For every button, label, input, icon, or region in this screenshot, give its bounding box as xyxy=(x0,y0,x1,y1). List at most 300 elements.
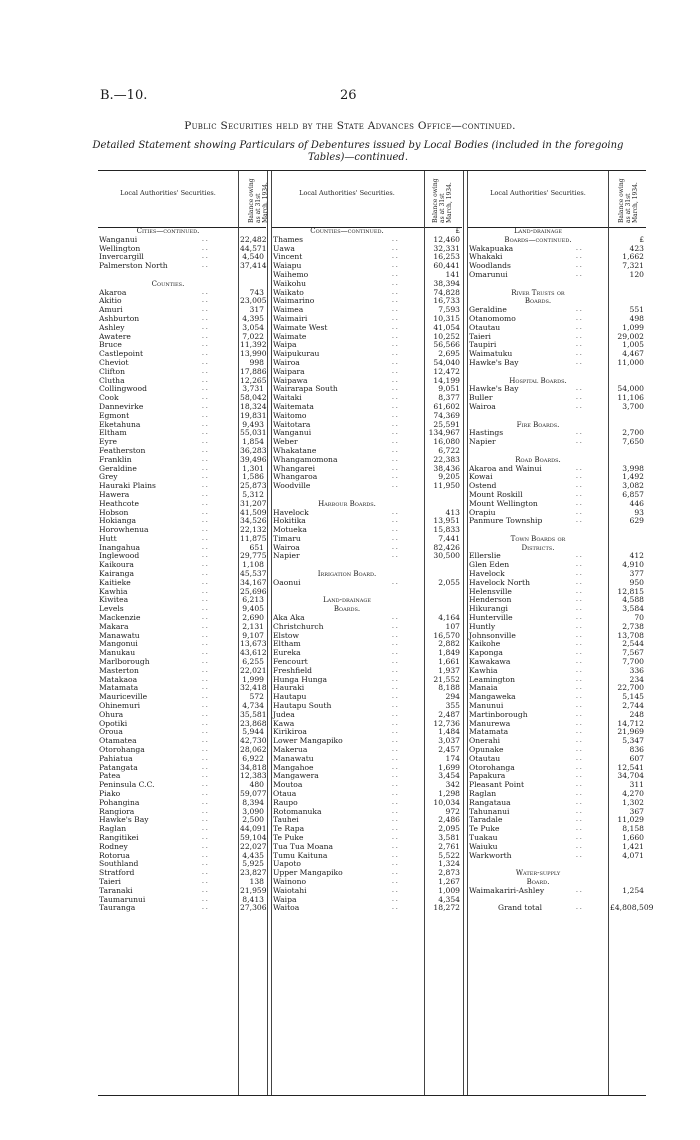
leader-dots: . . xyxy=(576,614,582,622)
balance-value: 1,849 xyxy=(438,648,460,658)
leader-dots: . . xyxy=(576,649,582,657)
leader-dots: . . xyxy=(202,570,208,578)
balance-value: 1,484 xyxy=(438,727,460,737)
debentures-table xyxy=(98,170,654,1096)
balance-value: 2,873 xyxy=(438,868,460,878)
leader-dots: . . xyxy=(202,798,208,806)
leader-dots: . . xyxy=(576,728,582,736)
leader-dots: . . xyxy=(392,675,398,683)
leader-dots: . . xyxy=(202,746,208,754)
security-name: Uawa xyxy=(273,243,295,253)
column-header xyxy=(98,171,269,228)
balance-value: 58,042 xyxy=(240,393,267,403)
leader-dots: . . xyxy=(202,578,208,586)
balance-value: 107 xyxy=(445,621,460,631)
leader-dots: . . xyxy=(576,253,582,261)
leader-dots: . . xyxy=(202,737,208,745)
security-name: Marlborough xyxy=(99,657,150,667)
rows-col-2 xyxy=(272,227,462,913)
balance-value: 4,435 xyxy=(242,850,264,860)
balance-value: 1,660 xyxy=(622,832,644,842)
security-name: Martinborough xyxy=(469,709,528,719)
balance-value: 3,082 xyxy=(622,481,644,491)
security-name: Inangahua xyxy=(99,542,141,552)
balance-value: 2,500 xyxy=(242,815,264,825)
spacer-row xyxy=(468,280,646,289)
leader-dots: . . xyxy=(202,842,208,850)
balance-value: 3,731 xyxy=(242,384,264,394)
balance-value: 23,827 xyxy=(240,868,267,878)
security-name: Mount Wellington xyxy=(469,498,538,508)
leader-dots: . . xyxy=(576,596,582,604)
balance-value: 22,383 xyxy=(433,454,460,464)
leader-dots: . . xyxy=(392,860,398,868)
security-name: Thames xyxy=(273,234,304,244)
balance-value: 16,253 xyxy=(433,252,460,262)
leader-dots: . . xyxy=(202,455,208,463)
balance-value: 41,054 xyxy=(433,322,460,332)
leader-dots: . . xyxy=(202,631,208,639)
rows-col-3 xyxy=(468,227,654,913)
security-name: Rotomanuka xyxy=(273,806,322,816)
balance-value: 7,567 xyxy=(622,648,644,658)
leader-dots: . . xyxy=(392,438,398,446)
leader-dots: . . xyxy=(576,710,582,718)
security-name: Ostend xyxy=(469,481,497,491)
balance-value: 41,509 xyxy=(240,507,267,517)
security-name: Wanganui xyxy=(99,234,138,244)
balance-value: 950 xyxy=(629,577,644,587)
balance-value: 413 xyxy=(445,507,460,517)
security-name: Waipa xyxy=(273,340,297,350)
balance-value: 3,037 xyxy=(438,736,460,746)
table-row xyxy=(98,465,266,474)
section-heading-label: Districts. xyxy=(521,543,555,552)
balance-value: 39,496 xyxy=(240,454,267,464)
section-heading-label: Cities—continued. xyxy=(136,227,200,235)
security-name: Mangonui xyxy=(99,639,138,649)
leader-dots: . . xyxy=(392,376,398,384)
security-name: Egmont xyxy=(99,410,130,420)
balance-value: 7,650 xyxy=(622,437,644,447)
security-name: Wairarapa South xyxy=(273,384,338,394)
section-heading xyxy=(468,227,646,236)
security-name: Bruce xyxy=(99,340,122,350)
balance-value: 336 xyxy=(629,665,644,675)
security-name: Wanganui xyxy=(273,428,312,438)
leader-dots: . . xyxy=(576,737,582,745)
security-name: Uapoto xyxy=(273,859,301,869)
balance-value: 22,027 xyxy=(240,841,267,851)
leader-dots: . . xyxy=(202,614,208,622)
balance-value: 19,831 xyxy=(240,410,267,420)
balance-value: 45,537 xyxy=(240,569,267,579)
balance-value: 25,591 xyxy=(433,419,460,429)
security-name: Elstow xyxy=(273,630,299,640)
leader-dots: . . xyxy=(202,420,208,428)
balance-value: 1,492 xyxy=(622,472,644,482)
security-name: Awatere xyxy=(99,331,131,341)
balance-value: 11,106 xyxy=(617,393,644,403)
security-name: Eureka xyxy=(273,648,301,658)
leader-dots: . . xyxy=(202,904,208,912)
security-name: Invercargill xyxy=(99,252,144,262)
balance-value: 31,207 xyxy=(240,498,267,508)
security-name: Lower Mangapiko xyxy=(273,736,343,746)
security-name: Waipa xyxy=(273,894,297,904)
security-name: Hawke's Bay xyxy=(469,357,519,367)
balance-value: 10,315 xyxy=(433,313,460,323)
leader-dots: . . xyxy=(392,288,398,296)
security-name: Waimakariri-Ashley xyxy=(469,885,545,895)
security-name: Hobson xyxy=(99,507,129,517)
leader-dots: . . xyxy=(202,332,208,340)
balance-value: 59,104 xyxy=(240,832,267,842)
security-name: Henderson xyxy=(469,595,512,605)
balance-value: 2,761 xyxy=(438,841,460,851)
balance-header: Balance owing as at 31st March, 1934. xyxy=(248,178,269,223)
leader-dots: . . xyxy=(202,754,208,762)
leader-dots: . . xyxy=(392,394,398,402)
balance-value: 8,377 xyxy=(438,393,460,403)
security-name: Waikohu xyxy=(273,278,307,288)
security-name: Weber xyxy=(273,437,298,447)
balance-value: 54,000 xyxy=(617,384,644,394)
security-name: Kirikiroa xyxy=(273,727,307,737)
balance-value: 2,457 xyxy=(438,745,460,755)
leader-dots: . . xyxy=(392,869,398,877)
balance-value: 9,405 xyxy=(242,604,264,614)
leader-dots: . . xyxy=(202,772,208,780)
leader-dots: . . xyxy=(576,833,582,841)
security-name: Stratford xyxy=(99,868,135,878)
balance-value: 2,738 xyxy=(622,621,644,631)
leader-dots: . . xyxy=(576,746,582,754)
section-heading xyxy=(272,596,462,605)
balance-value: 8,413 xyxy=(242,894,264,904)
balance-value: 13,951 xyxy=(433,516,460,526)
security-name: Horowhenua xyxy=(99,525,149,535)
security-name: Mount Roskill xyxy=(469,489,523,499)
leader-dots: . . xyxy=(202,587,208,595)
leader-dots: . . xyxy=(202,429,208,437)
leader-dots: . . xyxy=(576,473,582,481)
security-name: Piako xyxy=(99,789,121,798)
security-name: Whangamomona xyxy=(273,454,338,464)
leader-dots: . . xyxy=(576,262,582,270)
security-name: Tua Tua Moana xyxy=(273,841,334,851)
security-name: Manawatu xyxy=(99,630,140,640)
security-name: Whangarei xyxy=(273,463,316,473)
leader-dots: . . xyxy=(392,578,398,586)
security-name: Makerua xyxy=(273,745,308,755)
leader-dots: . . xyxy=(576,402,582,410)
security-name: Whakaki xyxy=(469,252,503,262)
security-name: Otautau xyxy=(469,753,501,763)
table-row xyxy=(98,720,266,729)
balance-value: 44,571 xyxy=(240,243,267,253)
table-row xyxy=(468,438,646,447)
leader-dots: . . xyxy=(576,772,582,780)
balance-value: 480 xyxy=(249,780,264,790)
security-name: Patea xyxy=(99,771,121,781)
section-heading-label: Land-drainage xyxy=(514,227,562,235)
security-name: Pohangina xyxy=(99,797,140,807)
table-column-group-2 xyxy=(272,171,462,1095)
security-name: Raupo xyxy=(273,797,298,807)
balance-value: 37,414 xyxy=(240,261,267,271)
table-row xyxy=(98,904,266,913)
securities-header: Local Authorities' Securities. xyxy=(120,189,216,197)
security-name: Te Rapa xyxy=(273,824,305,834)
security-name: Manunui xyxy=(469,701,504,711)
security-name: Manaia xyxy=(469,683,498,693)
security-name: Wairoa xyxy=(469,401,496,411)
balance-value: 551 xyxy=(629,305,644,315)
security-name: Helensville xyxy=(469,586,512,596)
rows-col-1 xyxy=(98,227,266,913)
security-name: Taranaki xyxy=(99,885,133,895)
leader-dots: . . xyxy=(576,640,582,648)
leader-dots: . . xyxy=(392,772,398,780)
security-name: Otaua xyxy=(273,789,297,798)
balance-value: 6,857 xyxy=(622,489,644,499)
leader-dots: . . xyxy=(576,394,582,402)
balance-value: 44,091 xyxy=(240,824,267,834)
balance-value: 74,369 xyxy=(433,410,460,420)
leader-dots: . . xyxy=(202,710,208,718)
security-name: Mauriceville xyxy=(99,692,148,702)
balance-value: 2,486 xyxy=(438,815,460,825)
balance-value: 30,500 xyxy=(433,551,460,561)
balance-value: 12,460 xyxy=(433,234,460,244)
balance-value: 1,005 xyxy=(622,340,644,350)
balance-value: 4,467 xyxy=(622,349,644,359)
balance-value: 1,421 xyxy=(622,841,644,851)
leader-dots: . . xyxy=(576,790,582,797)
balance-value: 10,252 xyxy=(433,331,460,341)
balance-value: 34,704 xyxy=(617,771,644,781)
security-name: Hastings xyxy=(469,428,504,438)
section-heading-label: Boards. xyxy=(524,297,552,306)
security-name: Raglan xyxy=(469,789,497,798)
security-name: Matakaoa xyxy=(99,674,138,684)
security-name: Amuri xyxy=(99,305,123,315)
leader-dots: . . xyxy=(392,332,398,340)
balance-value: 70 xyxy=(634,613,644,623)
security-name: Raglan xyxy=(99,824,127,834)
leader-dots: . . xyxy=(392,552,398,560)
leader-dots: . . xyxy=(576,605,582,613)
balance-value: 572 xyxy=(249,692,264,702)
security-name: Rotorua xyxy=(99,850,130,860)
security-name: Franklin xyxy=(99,454,132,464)
security-name: Patangata xyxy=(99,762,138,772)
security-name: Warkworth xyxy=(469,850,512,860)
balance-value: 317 xyxy=(249,305,264,315)
security-name: Woodlands xyxy=(469,261,511,271)
section-heading-label: Boards. xyxy=(333,605,361,614)
balance-value: 9,205 xyxy=(438,472,460,482)
balance-value: 55,031 xyxy=(240,428,267,438)
leader-dots: . . xyxy=(392,402,398,410)
leader-dots: . . xyxy=(202,561,208,569)
leader-dots: . . xyxy=(392,464,398,472)
balance-value: 836 xyxy=(629,745,644,755)
security-name: Kaikohe xyxy=(469,639,501,649)
leader-dots: . . xyxy=(392,719,398,727)
security-name: Kiwitea xyxy=(99,595,129,605)
leader-dots: . . xyxy=(202,517,208,525)
balance-value: 1,586 xyxy=(242,472,264,482)
balance-value: 1,662 xyxy=(622,252,644,262)
leader-dots: . . xyxy=(202,552,208,560)
leader-dots: . . xyxy=(576,693,582,701)
security-name: Waitotara xyxy=(273,419,311,429)
balance-value: 629 xyxy=(629,516,644,526)
leader-dots: . . xyxy=(202,895,208,903)
balance-value: 355 xyxy=(445,701,460,711)
balance-value: 7,441 xyxy=(438,533,460,543)
leader-dots: . . xyxy=(392,446,398,454)
page-title: Public Securities held by the State Advances Office—continued. xyxy=(184,120,516,132)
page-number: 26 xyxy=(340,88,357,103)
balance-value: 23,868 xyxy=(240,718,267,728)
leader-dots: . . xyxy=(202,288,208,296)
leader-dots: . . xyxy=(392,270,398,278)
security-name: Manukau xyxy=(99,648,136,658)
document-reference: B.—10. xyxy=(100,88,148,103)
leader-dots: . . xyxy=(576,675,582,683)
leader-dots: . . xyxy=(202,816,208,824)
leader-dots: . . xyxy=(576,438,582,446)
balance-value: 23,005 xyxy=(240,296,267,306)
security-name: Otorohanga xyxy=(99,745,145,755)
balance-value: 1,108 xyxy=(242,560,264,570)
leader-dots: . . xyxy=(202,833,208,841)
security-name: Taumarunui xyxy=(99,894,146,904)
leader-dots: . . xyxy=(576,754,582,762)
leader-dots: . . xyxy=(392,297,398,305)
table-row xyxy=(272,579,462,588)
balance-value: 3,454 xyxy=(438,771,460,781)
balance-value: 3,584 xyxy=(622,604,644,614)
balance-value: 6,255 xyxy=(242,657,264,667)
leader-dots: . . xyxy=(392,702,398,710)
leader-dots: . . xyxy=(202,499,208,507)
balance-value: 12,472 xyxy=(433,366,460,376)
leader-dots: . . xyxy=(392,807,398,815)
section-heading-label: Board. xyxy=(526,877,550,886)
leader-dots: . . xyxy=(202,341,208,349)
leader-dots: . . xyxy=(392,253,398,261)
security-name: Pahiatua xyxy=(99,753,133,763)
table-row xyxy=(468,465,646,474)
leader-dots: . . xyxy=(392,622,398,630)
security-name: Heathcote xyxy=(99,498,139,508)
leader-dots: . . xyxy=(576,341,582,349)
leader-dots: . . xyxy=(202,728,208,736)
balance-value: 12,383 xyxy=(240,771,267,781)
security-name: Taupiri xyxy=(469,340,497,350)
leader-dots: . . xyxy=(576,508,582,516)
balance-value: 1,009 xyxy=(438,885,460,895)
balance-value: 12,541 xyxy=(617,762,644,772)
leader-dots: . . xyxy=(202,314,208,322)
balance-value: 5,944 xyxy=(242,727,264,737)
column-header xyxy=(468,171,646,228)
security-name: Havelock xyxy=(273,507,309,517)
security-name: Christchurch xyxy=(273,621,324,631)
balance-value: 11,392 xyxy=(240,340,267,350)
security-name: Opotiki xyxy=(99,718,128,728)
balance-value: 38,436 xyxy=(433,463,460,473)
balance-value: 3,090 xyxy=(242,806,264,816)
balance-value: 234 xyxy=(629,674,644,684)
security-name: Ashley xyxy=(99,322,125,332)
balance-value: 7,700 xyxy=(622,657,644,667)
table-row xyxy=(98,869,266,878)
balance-value: 5,145 xyxy=(622,692,644,702)
security-name: Akaroa and Wainui xyxy=(469,463,542,473)
security-name: Te Puke xyxy=(469,824,500,834)
leader-dots: . . xyxy=(202,781,208,789)
security-name: Whangaroa xyxy=(273,472,318,482)
security-name: Havelock North xyxy=(469,577,530,587)
table-row xyxy=(272,904,462,913)
leader-dots: . . xyxy=(392,710,398,718)
security-name: Akaroa xyxy=(99,287,127,297)
table-row xyxy=(468,271,646,280)
security-name: Geraldine xyxy=(99,463,137,473)
leader-dots: . . xyxy=(202,763,208,771)
leader-dots: . . xyxy=(392,341,398,349)
balance-value: 2,095 xyxy=(438,824,460,834)
leader-dots: . . xyxy=(576,482,582,490)
security-name: Manawatu xyxy=(273,753,314,763)
balance-value: 27,306 xyxy=(240,903,267,913)
security-name: Kaponga xyxy=(469,648,503,658)
balance-value: 21,959 xyxy=(240,885,267,895)
balance-value: 423 xyxy=(629,243,644,253)
balance-value: 9,107 xyxy=(242,630,264,640)
leader-dots: . . xyxy=(202,367,208,375)
section-heading-label: Harbour Boards. xyxy=(318,499,376,508)
security-name: Buller xyxy=(469,393,493,403)
leader-dots: . . xyxy=(392,262,398,270)
leader-dots: . . xyxy=(576,517,582,525)
balance-value: 25,873 xyxy=(240,481,267,491)
table-row xyxy=(98,429,266,438)
leader-dots: . . xyxy=(392,746,398,754)
balance-value: £ xyxy=(455,227,460,235)
security-name: Oroua xyxy=(99,727,123,737)
balance-value: 15,833 xyxy=(433,525,460,535)
leader-dots: . . xyxy=(202,473,208,481)
leader-dots: . . xyxy=(202,402,208,410)
security-name: Taieri xyxy=(99,876,121,886)
leader-dots: . . xyxy=(392,420,398,428)
leader-dots: . . xyxy=(202,666,208,674)
security-name: Ashburton xyxy=(99,313,140,323)
leader-dots: . . xyxy=(202,684,208,692)
leader-dots: . . xyxy=(392,851,398,859)
leader-dots: . . xyxy=(202,438,208,446)
balance-value: 120 xyxy=(629,269,644,279)
balance-value: 8,188 xyxy=(438,683,460,693)
leader-dots: . . xyxy=(202,446,208,454)
balance-value: 56,566 xyxy=(433,340,460,350)
